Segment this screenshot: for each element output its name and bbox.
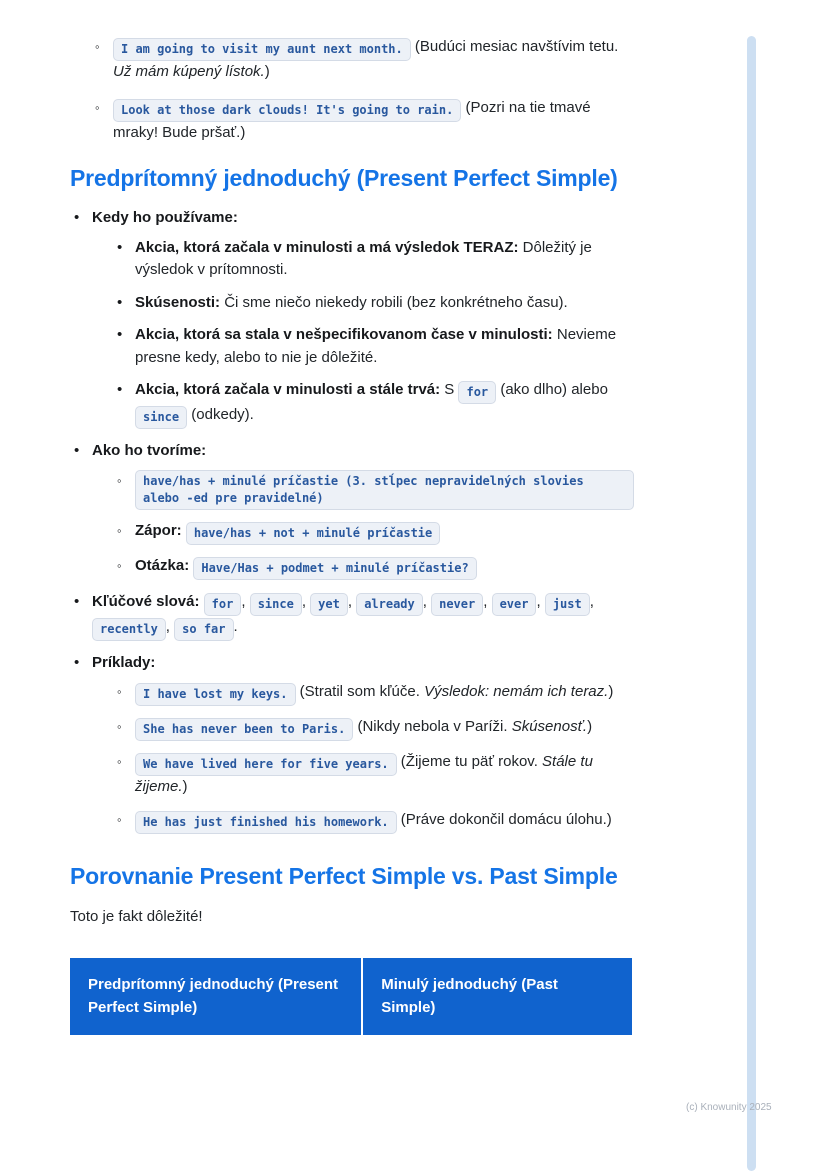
list-item [117, 681, 634, 706]
usage-item-bold: Skúsenosti: [135, 293, 221, 311]
usage-item-normal: Či sme niečo niekedy robili (bez konkrétneho času). [220, 293, 568, 311]
keyword-chip: already [356, 593, 423, 616]
examples-label: Príklady: [92, 653, 156, 671]
translation-text: (Pozri na tie tmavé mraky! Bude pršať.) [113, 98, 591, 141]
table-header-cell-past-simple: Minulý jednoduchý (Past Simple) [362, 958, 632, 1035]
heading-present-perfect: Predprítomný jednoduchý (Present Perfect Simple) [70, 165, 618, 191]
translation-text: (Stratil som kľúče. [295, 683, 425, 700]
bullet-circle-icon: ◦ [117, 811, 122, 827]
bullet-circle-icon: ◦ [117, 684, 122, 699]
present-perfect-list [70, 207, 634, 834]
usage-item-text [135, 292, 634, 315]
example-text [135, 681, 634, 706]
examples-section [70, 652, 634, 834]
translation-italic: Skúsenosť. [511, 718, 588, 735]
list-item [95, 36, 634, 84]
bullet-disc-icon: • [74, 653, 80, 671]
list-item [117, 237, 634, 282]
scrollbar-thumb[interactable] [747, 36, 756, 1171]
bullet-disc-icon: • [117, 381, 123, 398]
translation-italic: Už mám kúpený lístok. [113, 63, 265, 80]
keyword-chip: ever [492, 593, 537, 616]
forming-item-bold: Zápor: [135, 521, 182, 539]
code-chip: I am going to visit my aunt next month. [113, 38, 411, 61]
usage-item-bold: Akcia, ktorá začala v minulosti a stále trvá: [135, 381, 441, 398]
keywords-section [70, 591, 634, 641]
bullet-disc-icon: • [74, 592, 80, 610]
separator-text: , [589, 592, 594, 610]
separator-text: , [483, 592, 492, 610]
bullet-disc-icon: • [117, 293, 123, 311]
heading-comparison: Porovnanie Present Perfect Simple vs. Past Simple [70, 862, 618, 889]
table-header-row [70, 958, 632, 1035]
bullet-circle-icon: ◦ [95, 39, 100, 54]
watermark-text: (c) Knowunity 2025 [686, 1102, 772, 1113]
usage-item-normal: S [440, 381, 459, 398]
usage-item-normal: (odkedy). [187, 406, 254, 423]
code-chip: I have lost my keys. [135, 683, 296, 706]
translation-text: (Budúci mesiac navštívim tetu. [410, 38, 619, 55]
code-chip: We have lived here for five years. [135, 753, 397, 776]
translation-text: ) [608, 683, 614, 700]
usage-item-normal: Dôležitý je výsledok v prítomnosti. [135, 238, 592, 278]
list-item [117, 809, 634, 834]
list-item [117, 324, 634, 369]
list-item [117, 379, 634, 429]
usage-label: Kedy ho používame: [92, 209, 238, 226]
translation-text: ) [264, 63, 270, 80]
keywords-label: Kľúčové slová: [92, 592, 200, 610]
examples-sublist [117, 681, 634, 834]
bullet-circle-icon: ◦ [117, 754, 122, 769]
list-item [95, 97, 634, 145]
separator-text: , [301, 592, 311, 610]
list-item [117, 292, 634, 315]
bullet-circle-icon: ◦ [95, 99, 100, 115]
code-chip: have/has + not + minulé príčastie [186, 522, 440, 545]
translation-italic: Výsledok: nemám ich teraz. [424, 683, 609, 700]
example-text [135, 716, 634, 741]
example-text [113, 97, 634, 145]
keyword-chip: for [204, 593, 242, 616]
bullet-disc-icon: • [117, 238, 123, 256]
going-to-examples-list [95, 36, 634, 144]
code-chip: She has never been to Paris. [135, 718, 353, 741]
bullet-circle-icon: ◦ [117, 557, 122, 573]
code-chip: Have/Has + podmet + minulé príčastie? [193, 557, 476, 580]
comparison-table [70, 958, 632, 1035]
code-chip: since [135, 406, 187, 429]
usage-section [70, 207, 634, 429]
translation-text: (Nikdy nebola v Paríži. [353, 718, 512, 735]
table-header-cell-present-perfect: Predprítomný jednoduchý (Present Perfect Simple) [70, 958, 362, 1035]
example-text [113, 36, 634, 84]
translation-text: ) [182, 778, 188, 795]
bullet-disc-icon: • [74, 442, 80, 459]
note-text: Toto je fakt dôležité! [70, 907, 203, 925]
bullet-circle-icon: ◦ [117, 472, 122, 488]
bullet-circle-icon: ◦ [117, 719, 122, 734]
separator-text: , [241, 592, 250, 610]
forming-section [70, 440, 634, 580]
usage-item-bold: Akcia, ktorá sa stala v nešpecifikovanom čase v minulosti: [135, 326, 553, 343]
forming-label: Ako ho tvoríme: [92, 442, 207, 459]
code-chip: Look at those dark clouds! It's going to rain. [113, 99, 461, 122]
list-item [117, 751, 634, 799]
usage-sublist [117, 237, 634, 430]
usage-item-normal: (ako dlho) alebo [496, 381, 608, 398]
list-item [117, 470, 634, 510]
code-chip: He has just finished his homework. [135, 811, 397, 834]
separator-text: , [347, 592, 357, 610]
usage-item-text [135, 237, 634, 282]
forming-item-text [135, 555, 634, 580]
keyword-chip: yet [310, 593, 348, 616]
keywords-text [92, 591, 634, 641]
separator-text: , [165, 617, 175, 635]
keyword-chip: recently [92, 618, 166, 641]
bullet-circle-icon: ◦ [117, 522, 122, 538]
bullet-disc-icon: • [117, 326, 123, 343]
keyword-chip: since [250, 593, 302, 616]
separator-text: , [422, 592, 432, 610]
separator-text: . [233, 617, 238, 635]
forming-item-bold: Otázka: [135, 556, 190, 574]
bullet-disc-icon: • [74, 209, 80, 226]
forming-sublist [117, 470, 634, 580]
translation-italic: Stále tu žijeme. [135, 753, 593, 795]
translation-text: (Práve dokončil domácu úlohu.) [396, 810, 612, 828]
usage-item-text [135, 379, 634, 429]
document-content [70, 36, 634, 1035]
example-text [135, 751, 634, 799]
list-item [117, 520, 634, 545]
keyword-chip: never [431, 593, 483, 616]
usage-item-bold: Akcia, ktorá začala v minulosti a má výsledok TERAZ: [135, 238, 519, 256]
usage-item-normal: Nevieme presne kedy, alebo to nie je dôležité. [135, 326, 617, 366]
translation-text: (Žijeme tu päť rokov. [396, 753, 543, 770]
example-text [135, 809, 634, 834]
code-chip: for [458, 381, 496, 404]
keyword-chip: just [545, 593, 590, 616]
separator-text: , [536, 592, 545, 610]
forming-item-text [135, 470, 634, 510]
forming-item-text [135, 520, 634, 545]
list-item [117, 716, 634, 741]
usage-item-text [135, 324, 634, 369]
code-chip: have/has + minulé príčastie (3. stĺpec nepravidelných slovies alebo -ed pre pravidelné) [135, 470, 634, 510]
keyword-chip: so far [174, 618, 233, 641]
list-item [117, 555, 634, 580]
translation-text: ) [587, 718, 593, 735]
